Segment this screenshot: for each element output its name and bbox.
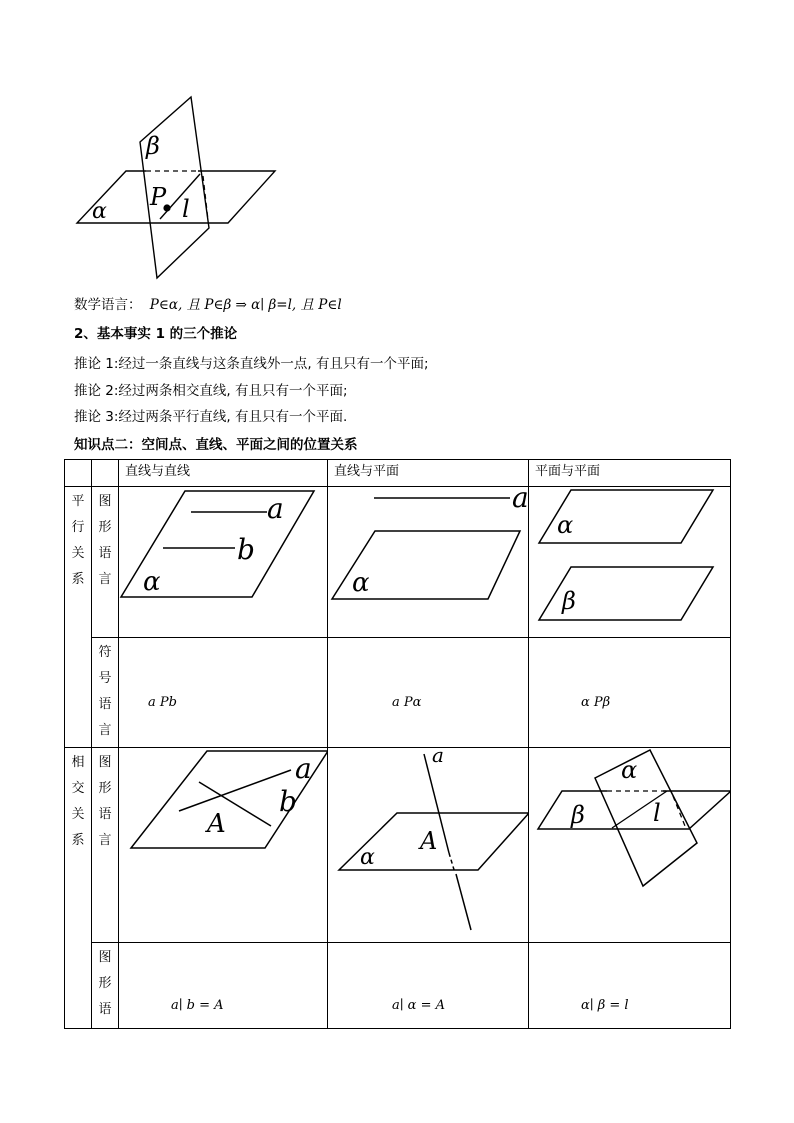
corollary-2: 推论 2:经过两条相交直线, 有且只有一个平面; xyxy=(74,383,348,399)
parallel-planes-figure xyxy=(529,487,731,633)
intersect-figure-label: 图 形 语 言 xyxy=(92,748,119,943)
parallel-figure-label: 图 形 语 言 xyxy=(92,487,119,638)
parallel-line-line-symbol: a Pb xyxy=(119,638,328,748)
intersect-line-line-symbol: a∣ b = A xyxy=(119,943,328,1029)
intersect-plane-plane-symbol: α∣ β = l xyxy=(529,943,731,1029)
label-l: l xyxy=(182,195,190,223)
svg-text:a: a xyxy=(432,748,444,767)
parallel-line-line-cell xyxy=(119,487,328,638)
section-heading: 2、基本事实 1 的三个推论 xyxy=(74,326,238,342)
math-language-expr: P∈α, 且 P∈β ⇒ α∣ β=l, 且 P∈l xyxy=(149,297,342,313)
intersecting-planes-figure xyxy=(70,92,290,287)
label-p: P xyxy=(150,183,167,211)
intersect-group-label: 相 交 关 系 xyxy=(65,748,92,1029)
knowledge-heading: 知识点二：空间点、直线、平面之间的位置关系 xyxy=(74,437,358,453)
intersecting-lines-figure xyxy=(119,748,328,938)
intersect-symbol-row xyxy=(65,943,731,1029)
svg-text:a: a xyxy=(267,492,284,525)
svg-text:β: β xyxy=(562,587,576,615)
math-language-line xyxy=(74,293,342,313)
intersect-symbol-label: 图 形 语 xyxy=(92,943,119,1029)
intersect-line-plane-symbol: a∣ α = A xyxy=(328,943,529,1029)
parallel-figure-row xyxy=(65,487,731,638)
parallel-group-label: 平 行 关 系 xyxy=(65,487,92,748)
parallel-line-plane-symbol: a Pα xyxy=(328,638,529,748)
parallel-plane-plane-cell xyxy=(529,487,731,638)
intersect-plane-plane-cell xyxy=(529,748,731,943)
math-language-label: 数学语言： xyxy=(74,297,142,313)
svg-text:a: a xyxy=(295,752,312,785)
svg-text:α: α xyxy=(352,568,370,598)
svg-text:α: α xyxy=(143,567,161,597)
intersecting-planes-table-figure xyxy=(529,748,731,938)
header-line-plane: 直线与平面 xyxy=(328,460,529,487)
svg-text:A: A xyxy=(420,827,438,855)
intersect-line-line-cell xyxy=(119,748,328,943)
line-plane-parallel-figure xyxy=(328,487,529,633)
intersect-line-plane-cell xyxy=(328,748,529,943)
intersect-figure-row xyxy=(65,748,731,943)
svg-text:l: l xyxy=(653,799,661,827)
svg-text:α: α xyxy=(621,756,638,784)
parallel-symbol-row xyxy=(65,638,731,748)
position-relation-table xyxy=(64,459,731,1029)
table-header-row xyxy=(65,460,731,487)
svg-text:b: b xyxy=(279,785,297,818)
parallel-symbol-label: 符 号 语 言 xyxy=(92,638,119,748)
label-beta: β xyxy=(146,132,160,160)
corollary-1: 推论 1:经过一条直线与这条直线外一点, 有且只有一个平面; xyxy=(74,356,429,372)
svg-text:A: A xyxy=(207,809,226,839)
svg-text:a: a xyxy=(512,487,529,514)
header-line-line: 直线与直线 xyxy=(119,460,328,487)
svg-text:b: b xyxy=(237,533,255,566)
header-empty-1 xyxy=(65,460,92,487)
header-plane-plane: 平面与平面 xyxy=(529,460,731,487)
header-empty-2 xyxy=(92,460,119,487)
label-alpha: α xyxy=(92,199,107,224)
svg-text:α: α xyxy=(557,511,574,539)
parallel-plane-plane-symbol: α Pβ xyxy=(529,638,731,748)
parallel-lines-figure xyxy=(119,487,328,633)
corollary-3: 推论 3:经过两条平行直线, 有且只有一个平面. xyxy=(74,409,348,425)
svg-text:α: α xyxy=(360,845,375,870)
line-plane-intersect-figure xyxy=(328,748,529,938)
svg-text:β: β xyxy=(571,801,585,829)
parallel-line-plane-cell xyxy=(328,487,529,638)
